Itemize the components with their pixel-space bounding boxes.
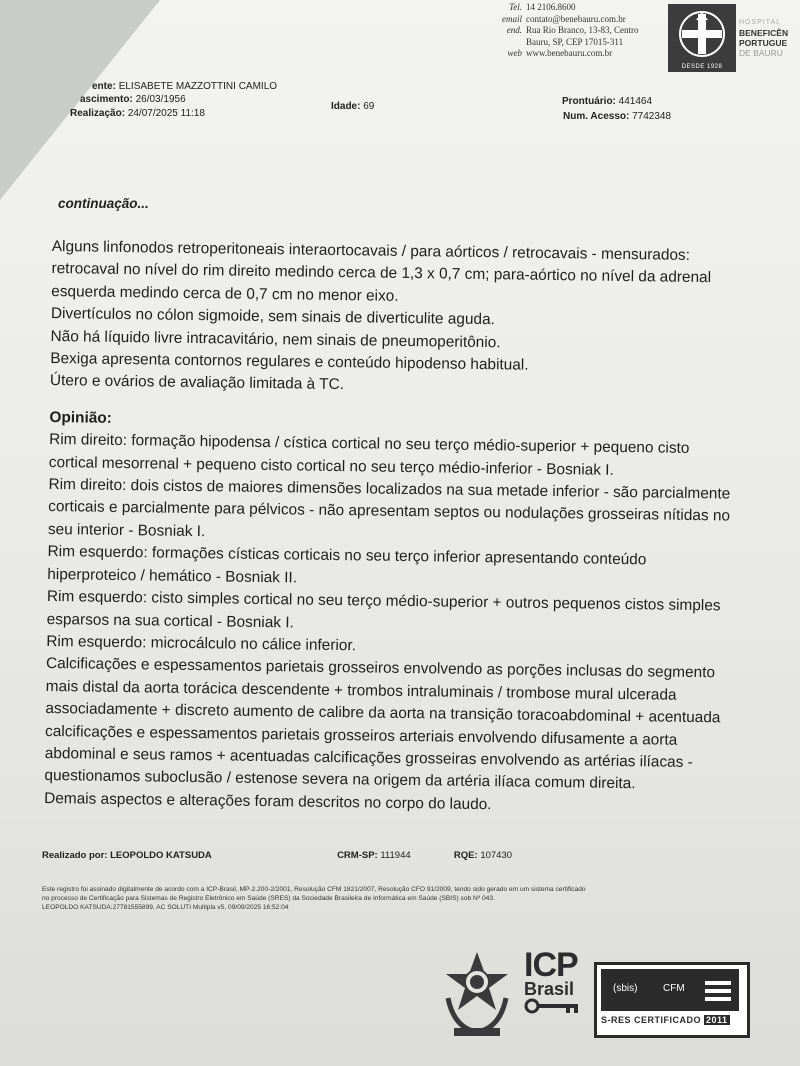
birth-label: ascimento: (80, 94, 133, 105)
hospital-contact (490, 2, 638, 60)
crm-label: CRM-SP: (337, 850, 378, 861)
exam-date: 24/07/2025 11:18 (127, 108, 205, 119)
opinion-heading: Opinião: (49, 408, 113, 427)
hospital-name (739, 18, 788, 58)
since-label: DESDE 1928 (681, 64, 723, 70)
hospital-name-line-2: BENEFICÊN (739, 28, 789, 38)
legal-line-3: LEOPOLDO KATSUDA:27781555899, AC SOLUTI Multipla v5, 09/09/2025 16:52:04 (42, 904, 289, 911)
address-label: end. (506, 25, 522, 35)
hospital-logo (668, 4, 736, 72)
cfm-label: CFM (663, 983, 685, 994)
access-label: Num. Acesso: (563, 111, 630, 122)
bars-icon (703, 977, 733, 1005)
brazil-coat-of-arms-icon (440, 948, 514, 1042)
signature-row (42, 850, 512, 861)
address-line-2: Bauru, SP, CEP 17015-311 (526, 36, 624, 47)
age-value: 69 (363, 101, 375, 112)
opinion-line: cortical mesorrenal + pequeno cisto cortical no seu terço médio-inferior - Bosniak I. (48, 453, 614, 479)
opinion-line: questionamos suboclusão / estenose severa na origem da artéria ilíaca comum direita. (44, 767, 636, 793)
opinion-line: Demais aspectos e alterações foram descritos no corpo do laudo. (44, 789, 492, 813)
opinion-line: calcificações e espessamentos parietais grosseiros arteriais envolvendo difusamente a aorta (44, 722, 678, 749)
cross-emblem-icon (674, 8, 730, 60)
performed-by-name: LEOPOLDO KATSUDA (110, 850, 212, 861)
report-line: Alguns linfonodos retroperitoneais interaortocavais / para aórticos / retrocavais - mensurados: (51, 237, 691, 264)
hospital-name-line-1: HOSPITAL (739, 19, 782, 26)
opinion-line: Rim direito: formação hipodensa / cística cortical no seu terço médio-superior + pequeno cisto (49, 431, 690, 458)
birth-row (80, 94, 186, 105)
access-value: 7742348 (632, 111, 672, 122)
opinion-line: Rim esquerdo: microcálculo no cálice inferior. (46, 632, 357, 655)
opinion-line: mais distal da aorta torácica descendente + trombos intraluminais / trombose mural ulcerada (45, 677, 677, 704)
sres-certified-label (601, 1015, 730, 1025)
crm-value: 111944 (380, 850, 411, 861)
web-label: web (507, 48, 522, 58)
patient-name-label: ente: (92, 81, 116, 92)
opinion-line: Calcificações e espessamentos parietais grosseiros envolvendo as porções inclusas do segmento (45, 655, 716, 682)
age-row (331, 101, 374, 112)
opinion-line: corticais e parcialmente para pélvicos - não apresentam septos ou nodulações grosseiras nítidas no (48, 498, 731, 525)
report-line: retrocaval no nível do rim direito medindo cerca de 1,3 x 0,7 cm; para-aórtico no nível da adrenal (51, 260, 712, 287)
tel-label: Tel. (509, 2, 522, 12)
record-value: 441464 (618, 96, 653, 107)
exam-date-row (70, 108, 205, 119)
icp-brasil-logo (524, 946, 588, 1019)
cert-text: S-RES CERTIFICADO (601, 1015, 702, 1025)
report-line: esquerda medindo cerca de 0,7 cm no menor eixo. (51, 282, 399, 305)
key-icon (524, 998, 584, 1014)
access-row (563, 111, 671, 122)
hospital-name-line-3: PORTUGUE (739, 38, 788, 48)
performed-by-label: Realizado por: (42, 850, 108, 861)
record-row (562, 96, 652, 107)
address-line-1: Rua Rio Branco, 13-83, Centro (526, 25, 639, 35)
icp-brasil-text: Brasil (524, 979, 575, 999)
report-line: Não há líquido livre intracavitário, nem sinais de pneumoperitônio. (50, 327, 501, 351)
opinion-line: associadamente + discreto aumento de calibre da aorta na transição toracoabdominal + acentuada (45, 700, 721, 727)
opinion-line: esparsos na sua cortical - Bosniak I. (46, 610, 294, 631)
email-value: contato@benebauru.com.br (526, 13, 626, 24)
hospital-name-line-4: DE BAURU (739, 48, 783, 58)
report-body (44, 236, 800, 821)
opinion-line: hiperproteico / hemático - Bosniak II. (47, 565, 298, 587)
continuation-label: continuação... (58, 196, 149, 211)
opinion-line: Rim direito: dois cistos de maiores dimensões localizados na sua metade inferior - são parcialmente (48, 476, 731, 503)
opinion-line: Rim esquerdo: formações císticas corticais no seu terço inferior apresentando conteúdo (47, 543, 647, 569)
legal-line-1: Este registro foi assinado digitalmente de acordo com a ICP-Brasil, MP-2.200-2/2001, Resolução CFM 1821/2007, Resolução CFO 91/2009, tendo sido gerado em um sistema certificado (42, 886, 586, 893)
tel-value: 14 2106.8600 (526, 2, 576, 12)
patient-name-row (92, 81, 277, 92)
age-label: Idade: (331, 101, 361, 112)
opinion-line: abdominal e seus ramos + acentuadas calcificações grosseiras envolvendo as artérias ilíacas - (44, 744, 693, 771)
rqe-label: RQE: (453, 850, 478, 861)
report-line: Divertículos no cólon sigmoide, sem sinais de diverticulite aguda. (50, 305, 495, 329)
legal-line-2: no processo de Certificação para Sistemas de Registro Eletrônico em Saúde (SRES) da Sociedade Brasileira de Informática em Saúde (SBIS) sob Nº 043. (42, 895, 495, 902)
opinion-line: Rim esquerdo: cisto simples cortical no seu terço médio-superior + outros pequenos cistos simples (46, 588, 721, 615)
rqe-value: 107430 (480, 850, 513, 861)
patient-name: ELISABETE MAZZOTTINI CAMILO (118, 81, 278, 92)
sbis-label: (sbis) (613, 983, 638, 994)
sbis-certification-seal (594, 962, 750, 1038)
report-line: Útero e ovários de avaliação limitada à TC. (49, 372, 345, 394)
report-line: Bexiga apresenta contornos regulares e conteúdo hipodenso habitual. (50, 350, 529, 374)
web-value: www.benebauru.com.br (526, 48, 613, 58)
record-label: Prontuário: (562, 96, 616, 107)
email-label: email (502, 13, 522, 24)
exam-date-label: Realização: (70, 108, 126, 119)
digital-signature-note (42, 885, 586, 912)
opinion-line: seu interior - Bosniak I. (47, 520, 206, 541)
seal-header (601, 969, 739, 1011)
icp-logo-text: ICP (524, 946, 578, 984)
birth-date: 26/03/1956 (135, 94, 186, 105)
cert-year: 2011 (706, 1015, 728, 1025)
